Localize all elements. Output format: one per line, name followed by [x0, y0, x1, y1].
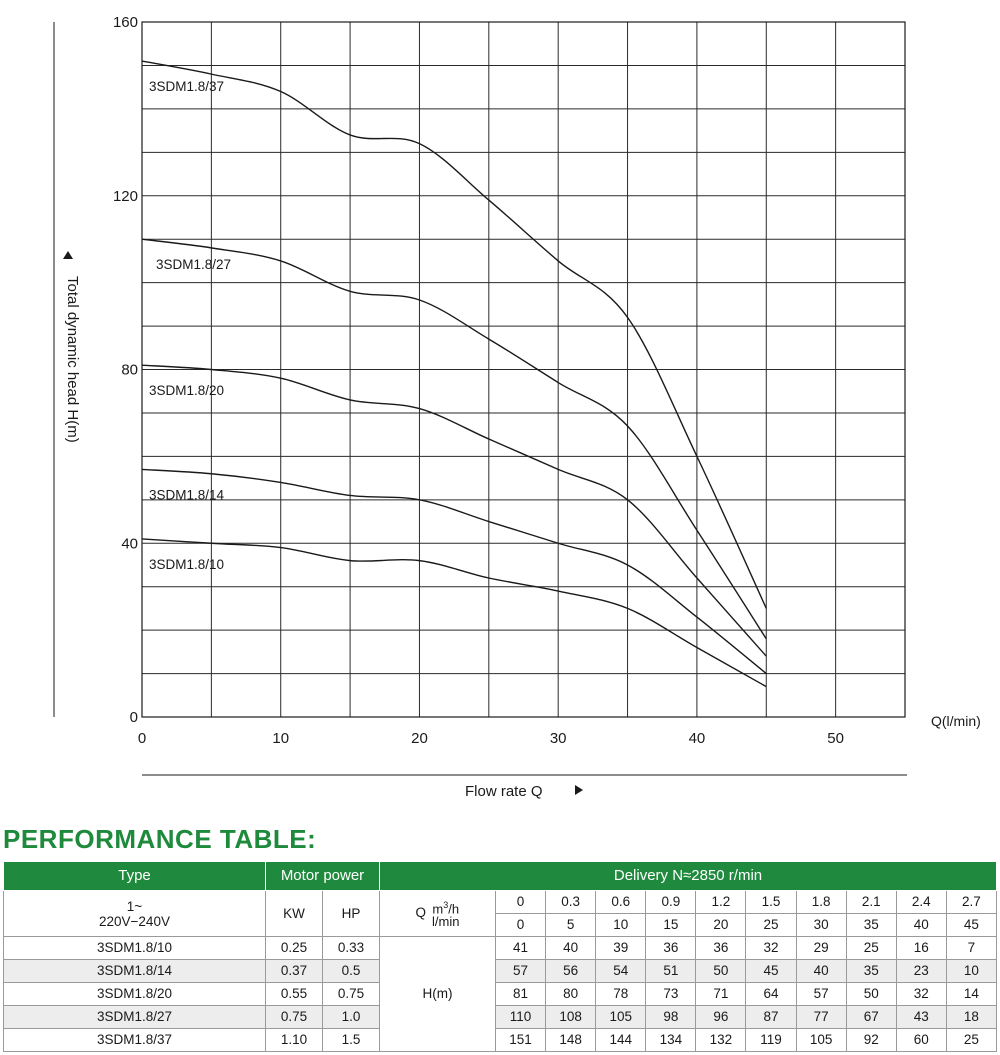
- x-tick-label: 50: [827, 730, 844, 747]
- head-value-cell: 45: [746, 960, 796, 983]
- head-value-cell: 151: [496, 1029, 546, 1052]
- kw-cell: 1.10: [266, 1029, 323, 1052]
- type-cell: 3SDM1.8/10: [4, 937, 266, 960]
- head-value-cell: 50: [696, 960, 746, 983]
- flow-m3h-cell: 0.6: [596, 891, 646, 914]
- head-value-cell: 32: [896, 983, 946, 1006]
- type-cell: 3SDM1.8/27: [4, 1006, 266, 1029]
- head-value-cell: 67: [846, 1006, 896, 1029]
- head-value-cell: 40: [796, 960, 846, 983]
- y-tick-label: 160: [112, 14, 138, 31]
- flow-m3h-cell: 2.7: [946, 891, 996, 914]
- head-value-cell: 25: [846, 937, 896, 960]
- x-axis-arrow: [575, 785, 583, 795]
- head-value-cell: 23: [896, 960, 946, 983]
- head-value-cell: 96: [696, 1006, 746, 1029]
- series-label: 3SDM1.8/27: [156, 257, 232, 273]
- hp-cell: 1.0: [323, 1006, 380, 1029]
- head-value-cell: 87: [746, 1006, 796, 1029]
- flow-m3h-cell: 0.9: [646, 891, 696, 914]
- chart-axes: [54, 14, 981, 800]
- y-axis-arrow: [63, 251, 73, 259]
- header-type: Type: [4, 862, 266, 891]
- q-label: Q: [415, 905, 427, 921]
- table-row: [4, 937, 997, 960]
- y-tick-label: 40: [121, 535, 138, 553]
- head-value-cell: 81: [496, 983, 546, 1006]
- head-value-cell: 43: [896, 1006, 946, 1029]
- flow-m3h-cell: 1.5: [746, 891, 796, 914]
- head-value-cell: 41: [496, 937, 546, 960]
- kw-cell: 0.25: [266, 937, 323, 960]
- type-cell: 3SDM1.8/20: [4, 983, 266, 1006]
- flow-lmin-cell: 15: [646, 914, 696, 937]
- x-unit-label: Q(l/min): [931, 713, 981, 729]
- series-label: 3SDM1.8/10: [149, 556, 225, 572]
- head-value-cell: 105: [796, 1029, 846, 1052]
- q-units-cell: [380, 891, 496, 937]
- flow-lmin-cell: 5: [546, 914, 596, 937]
- head-value-cell: 54: [596, 960, 646, 983]
- chart-series: [142, 61, 766, 687]
- x-tick-label: 40: [688, 730, 706, 747]
- series-label: 3SDM1.8/14: [149, 487, 225, 503]
- kw-cell: 0.55: [266, 983, 323, 1006]
- performance-table: [3, 861, 997, 1052]
- phase-label: 1~: [126, 898, 143, 914]
- head-value-cell: 80: [546, 983, 596, 1006]
- y-tick-label: 0: [129, 709, 138, 726]
- head-value-cell: 16: [896, 937, 946, 960]
- kw-cell: 0.37: [266, 960, 323, 983]
- head-value-cell: 78: [596, 983, 646, 1006]
- series-line: [142, 365, 766, 656]
- series-line: [142, 61, 766, 608]
- head-value-cell: 10: [946, 960, 996, 983]
- head-value-cell: 119: [746, 1029, 796, 1052]
- flow-m3h-cell: 2.1: [846, 891, 896, 914]
- flow-m3h-cell: 0.3: [546, 891, 596, 914]
- y-axis-title: Total dynamic head H(m): [64, 276, 81, 443]
- table-row: [4, 1029, 997, 1052]
- head-value-cell: 98: [646, 1006, 696, 1029]
- x-tick-label: 30: [549, 730, 567, 747]
- type-cell: 3SDM1.8/14: [4, 960, 266, 983]
- head-value-cell: 92: [846, 1029, 896, 1052]
- voltage-label: 220V−240V: [99, 913, 170, 929]
- head-value-cell: 32: [746, 937, 796, 960]
- hp-cell: 0.33: [323, 937, 380, 960]
- head-value-cell: 60: [896, 1029, 946, 1052]
- head-value-cell: 148: [546, 1029, 596, 1052]
- head-value-cell: 134: [646, 1029, 696, 1052]
- table-row: [4, 960, 997, 983]
- table-header-row: [4, 862, 997, 891]
- flow-lmin-cell: 20: [696, 914, 746, 937]
- series-label: 3SDM1.8/37: [149, 79, 225, 95]
- flow-m3h-cell: 2.4: [896, 891, 946, 914]
- head-value-cell: 35: [846, 960, 896, 983]
- flow-lmin-cell: 0: [496, 914, 546, 937]
- table-row: [4, 1006, 997, 1029]
- x-tick-label: 20: [411, 730, 428, 747]
- head-value-cell: 144: [596, 1029, 646, 1052]
- head-value-cell: 51: [646, 960, 696, 983]
- unit-m3h: $m^3/h$: [432, 899, 460, 917]
- head-value-cell: 132: [696, 1029, 746, 1052]
- head-value-cell: 18: [946, 1006, 996, 1029]
- x-axis-title: Flow rate Q: [465, 783, 543, 800]
- head-value-cell: 57: [796, 983, 846, 1006]
- head-value-cell: 14: [946, 983, 996, 1006]
- kw-cell: 0.75: [266, 1006, 323, 1029]
- series-line: [142, 539, 766, 687]
- head-value-cell: 64: [746, 983, 796, 1006]
- h-label-cell: H(m): [380, 937, 496, 1052]
- flow-lmin-cell: 45: [946, 914, 996, 937]
- header-delivery: Delivery N≈2850 r/min: [380, 862, 997, 891]
- head-value-cell: 29: [796, 937, 846, 960]
- head-value-cell: 73: [646, 983, 696, 1006]
- head-value-cell: 7: [946, 937, 996, 960]
- performance-table-title: PERFORMANCE TABLE:: [3, 824, 317, 854]
- kw-header: KW: [266, 891, 323, 937]
- x-tick-label: 0: [137, 730, 147, 747]
- head-value-cell: 56: [546, 960, 596, 983]
- chart-series-labels: [149, 79, 231, 572]
- flow-m3h-cell: 0: [496, 891, 546, 914]
- flow-lmin-cell: 30: [796, 914, 846, 937]
- head-value-cell: 39: [596, 937, 646, 960]
- flow-lmin-cell: 25: [746, 914, 796, 937]
- head-value-cell: 57: [496, 960, 546, 983]
- type-cell: 3SDM1.8/37: [4, 1029, 266, 1052]
- header-motor-power: Motor power: [266, 862, 380, 891]
- head-value-cell: 77: [796, 1006, 846, 1029]
- type-voltage-cell: [4, 891, 266, 937]
- unit-lmin: l/min: [432, 914, 460, 930]
- y-tick-label: 80: [121, 361, 138, 379]
- hp-header: HP: [323, 891, 380, 937]
- hp-cell: 0.5: [323, 960, 380, 983]
- head-value-cell: 36: [696, 937, 746, 960]
- flow-m3h-cell: 1.2: [696, 891, 746, 914]
- x-tick-label: 10: [272, 730, 290, 747]
- chart-grid: [142, 22, 905, 717]
- table-row: [4, 983, 997, 1006]
- flow-lmin-cell: 35: [846, 914, 896, 937]
- flow-lmin-cell: 10: [596, 914, 646, 937]
- flow-row-m3h: [4, 891, 997, 914]
- series-line: [142, 239, 766, 639]
- head-value-cell: 105: [596, 1006, 646, 1029]
- flow-m3h-cell: 1.8: [796, 891, 846, 914]
- hp-cell: 1.5: [323, 1029, 380, 1052]
- head-value-cell: 40: [546, 937, 596, 960]
- y-tick-label: 120: [112, 187, 138, 205]
- head-value-cell: 71: [696, 983, 746, 1006]
- head-value-cell: 108: [546, 1006, 596, 1029]
- head-value-cell: 25: [946, 1029, 996, 1052]
- flow-lmin-cell: 40: [896, 914, 946, 937]
- head-value-cell: 50: [846, 983, 896, 1006]
- series-label: 3SDM1.8/20: [149, 383, 225, 399]
- head-value-cell: 36: [646, 937, 696, 960]
- head-value-cell: 110: [496, 1006, 546, 1029]
- hp-cell: 0.75: [323, 983, 380, 1006]
